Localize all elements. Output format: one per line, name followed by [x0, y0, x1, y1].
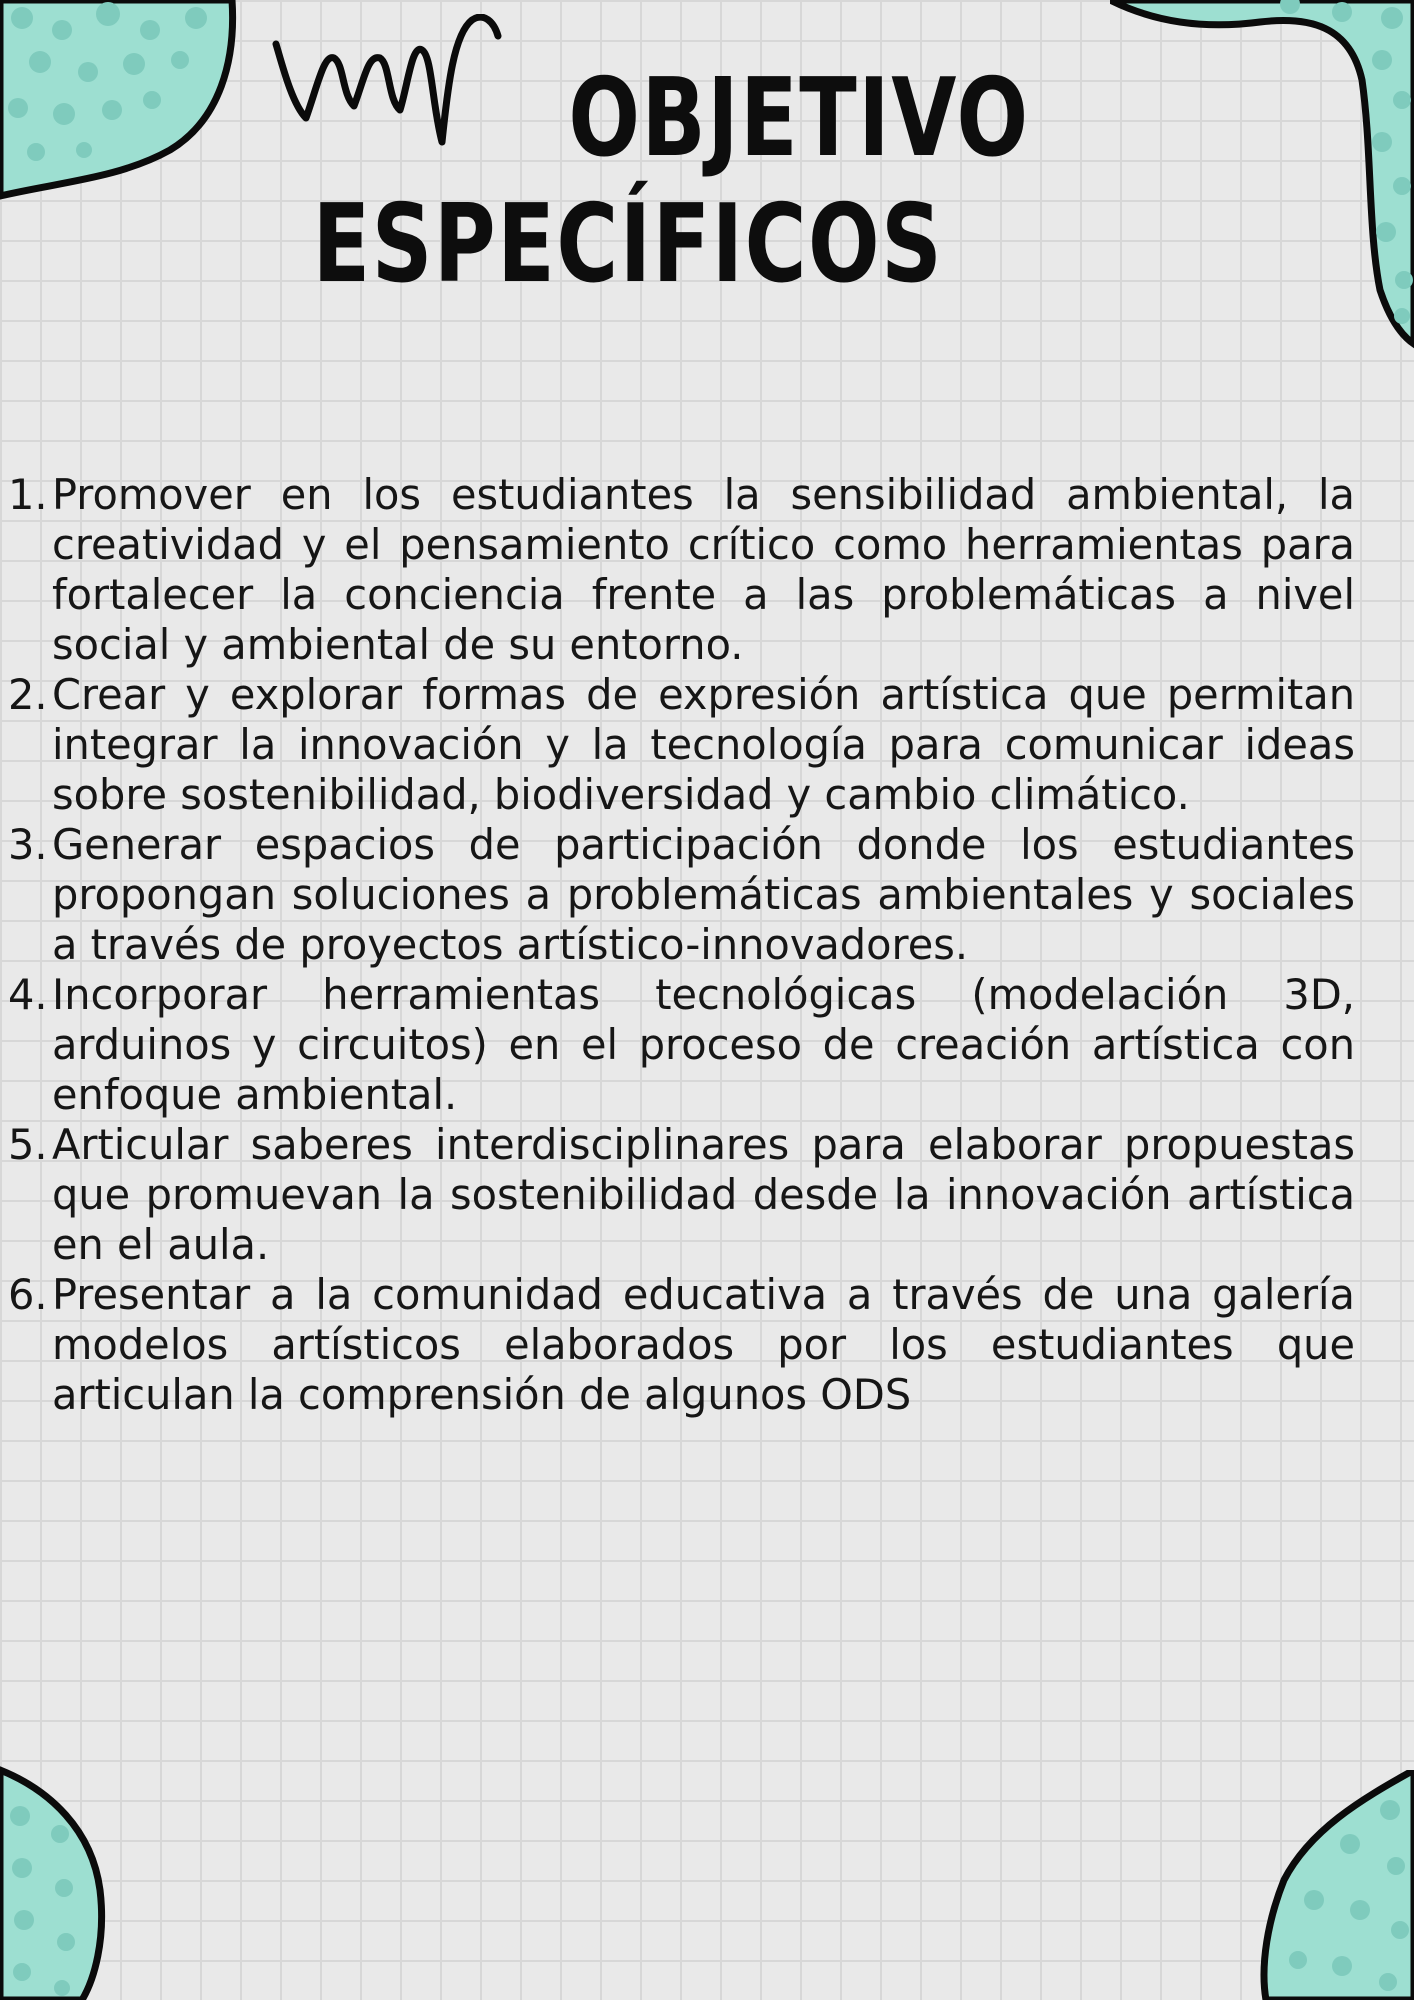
corner-blob-bottom-right	[1250, 1770, 1414, 2000]
list-item	[0, 970, 1355, 1120]
item-number: 6.	[8, 1270, 48, 1319]
list-item	[0, 1120, 1355, 1270]
objectives-list	[0, 470, 1355, 1420]
item-text: Incorporar herramientas tecnológicas (modelación 3D, arduinos y circuitos) en el proceso de creación artística con enfoque ambiental.	[52, 970, 1355, 1119]
corner-blob-bottom-left	[0, 1760, 120, 2000]
item-number: 5.	[8, 1120, 48, 1169]
title-line-1: OBJETIVO	[568, 56, 1030, 181]
item-text: Generar espacios de participación donde los estudiantes propongan soluciones a problemáticas ambientales y sociales a través de proyectos artístico-innovadores.	[52, 820, 1355, 969]
list-item	[0, 820, 1355, 970]
list-item	[0, 1270, 1355, 1420]
item-number: 4.	[8, 970, 48, 1019]
item-number: 1.	[8, 470, 48, 519]
item-text: Crear y explorar formas de expresión artística que permitan integrar la innovación y la tecnología para comunicar ideas sobre sostenibilidad, biodiversidad y cambio climático.	[52, 670, 1355, 819]
title-line-2: ESPECÍFICOS	[312, 182, 944, 307]
item-text: Presentar a la comunidad educativa a través de una galería modelos artísticos elaborados por los estudiantes que articulan la comprensión de algunos ODS	[52, 1270, 1355, 1419]
item-number: 2.	[8, 670, 48, 719]
item-number: 3.	[8, 820, 48, 869]
item-text: Promover en los estudiantes la sensibilidad ambiental, la creatividad y el pensamiento crítico como herramientas para fortalecer la conciencia frente a las problemáticas a nivel social y ambiental de su entorno.	[52, 470, 1355, 669]
list-item	[0, 470, 1355, 670]
item-text: Articular saberes interdisciplinares para elaborar propuestas que promuevan la sostenibilidad desde la innovación artística en el aula.	[52, 1120, 1355, 1269]
corner-blob-top-left	[0, 0, 260, 210]
list-item	[0, 670, 1355, 820]
